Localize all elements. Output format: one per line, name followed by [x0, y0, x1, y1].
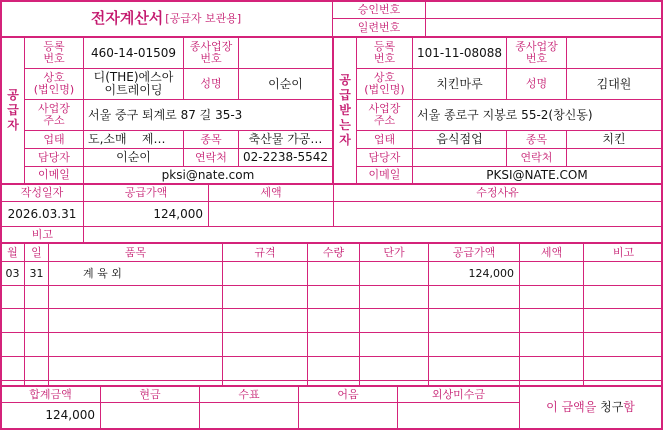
items-header-month: 월 [7, 245, 18, 259]
items-cell-unit-price [360, 286, 428, 309]
total-amount-label: 합계금액 [29, 387, 72, 401]
items-header-item: 품목 [124, 245, 147, 259]
supplier-name-label: 상호 (법인명) [33, 71, 75, 96]
buyer-manager-value [413, 149, 506, 166]
items-cell-qty [308, 333, 359, 356]
buyer-side-label: 공 급 받 는 자 [339, 73, 351, 147]
items-cell-spec [223, 286, 307, 309]
items-cell-month [1, 357, 24, 380]
invoice-title-block [0, 0, 332, 36]
buyer-reg-label: 등록 번호 [373, 40, 396, 65]
buyer-biz-value: 음식점업 [436, 132, 483, 146]
buyer-item-value: 치킨 [602, 132, 626, 146]
items-cell-day [25, 286, 48, 309]
items-cell-item [49, 333, 222, 356]
supplier-contact-value: 02-2238-5542 [242, 150, 328, 164]
note-label: 비고 [31, 227, 53, 241]
items-cell-item: 계 육 외 [83, 267, 122, 280]
items-cell-tax [520, 333, 583, 356]
promissory-note-label: 어음 [337, 387, 359, 401]
supplier-address-label: 사업장 주소 [38, 102, 70, 127]
items-cell-item [49, 357, 222, 380]
items-cell-note [584, 262, 663, 285]
tax-amount-value [209, 202, 333, 226]
items-cell-note [584, 286, 663, 309]
buyer-manager-label: 담당자 [368, 150, 401, 164]
supplier-contact-label: 연락처 [195, 150, 227, 164]
items-cell-note [584, 357, 663, 380]
supplier-ceo-value: 이순이 [268, 76, 303, 91]
items-cell-unit-price [360, 262, 428, 285]
revision-reason-label: 수정사유 [476, 186, 519, 199]
serial-number-value [426, 19, 661, 36]
items-cell-spec [223, 262, 307, 285]
items-header-tax: 세액 [540, 245, 563, 259]
buyer-reg-value: 101-11-08088 [416, 45, 502, 60]
buyer-contact-value [567, 149, 661, 166]
items-cell-spec [223, 357, 307, 380]
credit-value [398, 403, 519, 428]
buyer-ceo-value: 김대원 [596, 76, 632, 91]
items-cell-month [1, 333, 24, 356]
supply-amount-label: 공급가액 [124, 186, 168, 199]
items-cell-spec [223, 333, 307, 356]
supplier-branch-value [239, 38, 332, 68]
supplier-name-value: 디(THE)에스아 이트레이딩 [93, 70, 174, 97]
items-cell-supply-amount [429, 309, 519, 332]
buyer-name-label: 상호 (법인명) [364, 71, 405, 96]
invoice-title: 전자계산서 [90, 8, 164, 27]
buyer-branch-value [567, 38, 661, 68]
serial-number-label: 일련번호 [357, 20, 401, 34]
supplier-item-label: 종목 [200, 132, 222, 146]
note-value [84, 227, 661, 242]
supplier-reg-value: 460-14-01509 [90, 45, 176, 60]
items-cell-month [1, 286, 24, 309]
buyer-email-value: PKSI@NATE.COM [486, 167, 588, 182]
items-header-note: 비고 [612, 245, 635, 259]
items-cell-item [49, 309, 222, 332]
items-cell-note [584, 309, 663, 332]
supplier-side-label: 공 급 자 [7, 88, 19, 132]
items-header-spec: 규격 [254, 245, 276, 259]
supplier-manager-label: 담당자 [38, 150, 70, 164]
items-cell-qty [308, 357, 359, 380]
items-header-qty: 수량 [322, 245, 345, 259]
items-header-day: 일 [31, 245, 42, 259]
issue-date-value: 2026.03.31 [7, 206, 77, 221]
statement-suffix: 함 [623, 400, 635, 414]
items-cell-month: 03 [5, 267, 20, 280]
items-header-unit-price: 단가 [383, 245, 405, 259]
items-cell-unit-price [360, 333, 428, 356]
supplier-email-label: 이메일 [38, 168, 70, 181]
items-cell-qty [308, 262, 359, 285]
supplier-item-value: 축산물 가공… [248, 132, 323, 146]
supplier-ceo-label: 성명 [200, 77, 222, 90]
total-amount-value: 124,000 [45, 408, 95, 422]
buyer-ceo-label: 성명 [525, 77, 548, 90]
items-cell-month [1, 309, 24, 332]
supplier-branch-label: 종사업장 번호 [189, 40, 233, 65]
buyer-branch-label: 종사업장 번호 [515, 40, 558, 65]
items-cell-day [25, 333, 48, 356]
items-cell-tax [520, 262, 583, 285]
buyer-item-label: 종목 [525, 132, 548, 146]
items-cell-day [25, 357, 48, 380]
buyer-address-label: 사업장 주소 [368, 102, 401, 127]
statement-prefix: 이 금액을 [546, 400, 601, 414]
buyer-biz-label: 업태 [373, 132, 396, 146]
supply-amount-value: 124,000 [153, 206, 203, 221]
items-cell-tax [520, 357, 583, 380]
items-cell-spec [223, 309, 307, 332]
buyer-contact-label: 연락처 [520, 150, 553, 164]
buyer-address-value: 서울 종로구 지봉로 55-2(창신동) [417, 107, 593, 122]
items-cell-qty [308, 286, 359, 309]
items-header-supply-amount: 공급가액 [452, 245, 496, 259]
check-value [200, 403, 298, 428]
items-cell-item [49, 286, 222, 309]
supplier-biz-value: 도,소매 제… [88, 132, 166, 146]
statement-billed: 청구 [600, 400, 624, 414]
items-cell-qty [308, 309, 359, 332]
approval-number-label: 승인번호 [357, 2, 401, 16]
credit-label: 외상미수금 [431, 387, 486, 401]
buyer-name-value: 치킨마루 [436, 76, 483, 91]
items-cell-supply-amount [429, 333, 519, 356]
items-cell-unit-price [360, 309, 428, 332]
items-cell-tax [520, 309, 583, 332]
tax-amount-label: 세액 [260, 186, 282, 199]
supplier-manager-value: 이순이 [116, 150, 151, 164]
billing-statement [520, 387, 661, 428]
supplier-biz-label: 업태 [43, 132, 65, 146]
invoice-subtitle: [공급자 보관용] [165, 11, 242, 25]
items-cell-supply-amount [429, 357, 519, 380]
cash-label: 현금 [139, 387, 161, 401]
items-cell-tax [520, 286, 583, 309]
items-cell-supply-amount [429, 286, 519, 309]
items-cell-supply-amount: 124,000 [468, 267, 514, 280]
buyer-email-label: 이메일 [368, 168, 401, 181]
items-cell-unit-price [360, 357, 428, 380]
items-cell-day [25, 309, 48, 332]
items-cell-note [584, 333, 663, 356]
revision-reason-value [334, 202, 661, 226]
check-label: 수표 [238, 387, 260, 401]
cash-value [101, 403, 199, 428]
issue-date-label: 작성일자 [20, 186, 64, 199]
supplier-reg-label: 등록 번호 [43, 40, 65, 65]
supplier-email-value: pksi@nate.com [161, 167, 255, 182]
items-cell-day: 31 [29, 267, 44, 280]
promissory-note-value [299, 403, 397, 428]
supplier-address-value: 서울 중구 퇴계로 87 길 35-3 [88, 107, 243, 122]
approval-number-value [426, 1, 661, 18]
